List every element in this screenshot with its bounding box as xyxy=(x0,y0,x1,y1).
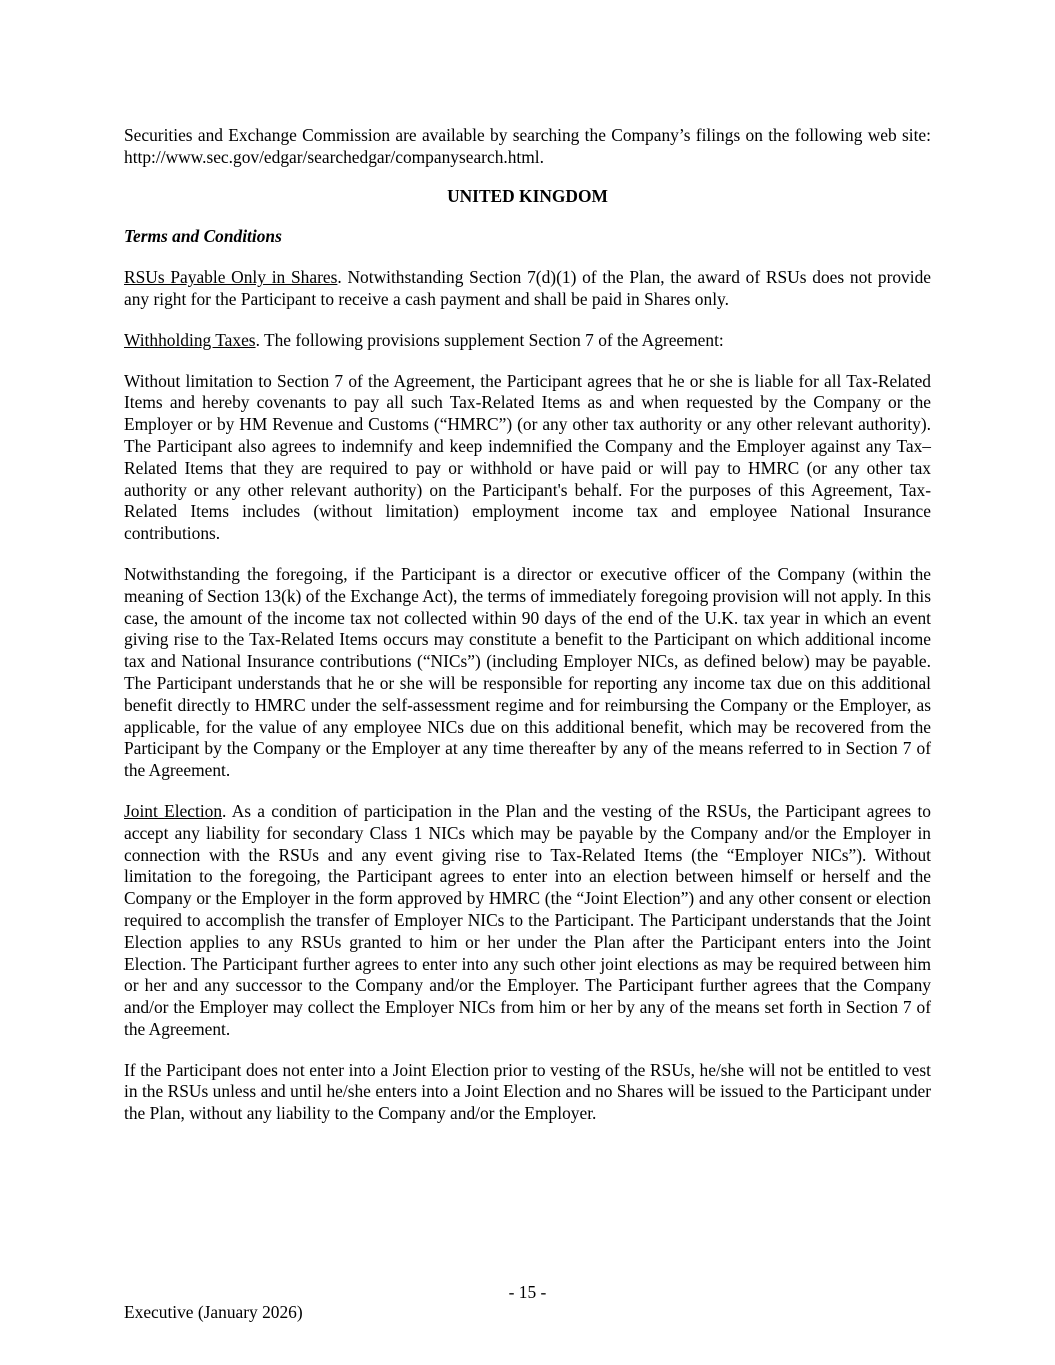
final-paragraph: If the Participant does not enter into a Joint Election prior to vesting of the RSUs, he/she will not be entitled to vest in the RSUs unless and until he/she enters into a Joint Election and no Shares will be issued to the Participant under the Plan, without any liability to the Company and/or the Employer. xyxy=(124,1059,931,1124)
intro-paragraph: Securities and Exchange Commission are available by searching the Company’s filings on the following web site: http://www.sec.gov/edgar/searchedgar/companysearch.html. xyxy=(124,125,931,167)
joint-election-paragraph xyxy=(124,801,931,1041)
rsus-payable-title: RSUs Payable Only in Shares xyxy=(124,267,338,288)
section-heading: UNITED KINGDOM xyxy=(447,185,608,206)
page-number: - 15 - xyxy=(508,1282,547,1302)
rsus-payable-paragraph xyxy=(124,267,931,311)
footer-version: Executive (January 2026) xyxy=(124,1302,303,1322)
joint-election-title: Joint Election xyxy=(124,800,223,821)
subheading: Terms and Conditions xyxy=(124,226,282,247)
director-exception-paragraph: Notwithstanding the foregoing, if the Participant is a director or executive officer of the Company (within the meaning of Section 13(k) of the Exchange Act), the terms of immediately foregoing provision will not apply. In this case, the amount of the income tax not collected within 90 days of the end of the U.K. tax year in which an event giving rise to the Tax-Related Items occurs may constitute a benefit to the Participant on which additional income tax and National Insurance contributions (“NICs”) (including Employer NICs, as defined below) may be payable. The Participant understands that he or she will be responsible for reporting any income tax due on this additional benefit directly to HMRC under the self-assessment regime and for reimbursing the Company or the Employer, as applicable, for the value of any employee NICs due on this additional benefit, which may be recovered from the Participant by the Company or the Employer at any time thereafter by any of the means referred to in Section 7 of the Agreement. xyxy=(124,563,931,781)
withholding-liability-paragraph: Without limitation to Section 7 of the Agreement, the Participant agrees that he or she is liable for all Tax-Related Items and hereby covenants to pay all such Tax-Related Items as and when requested by the Company or the Employer or by HM Revenue and Customs (“HMRC”) (or any other tax authority or any other relevant authority). The Participant also agrees to indemnify and keep indemnified the Company and the Employer against any Tax–Related Items that they are required to pay or withhold or have paid or will pay to HMRC (or any other tax authority or any other relevant authority) on the Participant's behalf. For the purposes of this Agreement, Tax-Related Items includes (without limitation) employment income tax and employee National Insurance contributions. xyxy=(124,370,931,544)
withholding-body: . The following provisions supplement Section 7 of the Agreement: xyxy=(255,329,724,350)
withholding-title: Withholding Taxes xyxy=(124,329,256,350)
rsus-payable-body: . Notwithstanding Section 7(d)(1) of the Plan, the award of RSUs does not provide any right for the Participant to receive a cash payment and shall be paid in Shares only. xyxy=(124,267,932,309)
withholding-paragraph xyxy=(124,330,931,352)
joint-election-body: . As a condition of participation in the Plan and the vesting of the RSUs, the Participant agrees to accept any liability for secondary Class 1 NICs which may be payable by the Company and/or the Employer in connection with the RSUs and any event giving rise to Tax-Related Items (the “Employer NICs”). Without limitation to the foregoing, the Participant agrees to enter into an election between himself or herself and the Company or the Employer in the form approved by HMRC (the “Joint Election”) and any other consent or election required to accomplish the transfer of Employer NICs to the Participant. The Participant understands that the Joint Election applies to any RSUs granted to him or her under the Plan after the Participant enters into the Joint Election. The Participant further agrees to enter into any such other joint elections as may be required between him or her and any successor to the Company and/or the Employer. The Participant further agrees that the Company and/or the Employer may collect the Employer NICs from him or her by any of the means set forth in Section 7 of the Agreement. xyxy=(124,800,931,1039)
document-body xyxy=(124,125,931,1144)
